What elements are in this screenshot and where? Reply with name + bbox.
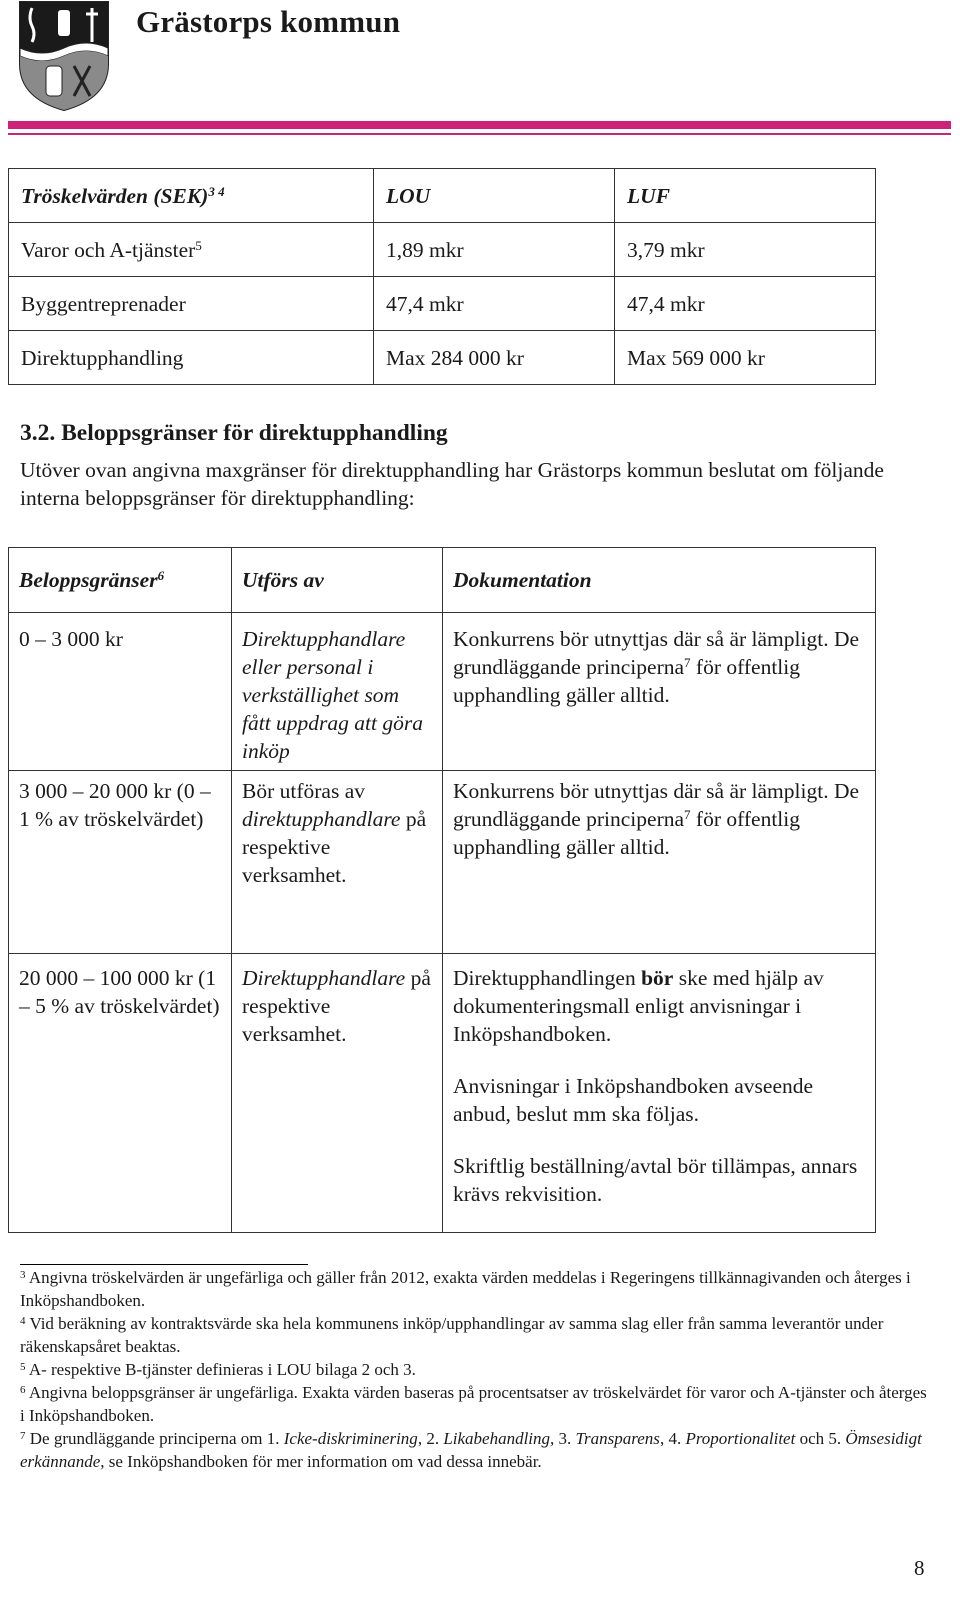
organization-name: Grästorps kommun [136,4,401,39]
header-rule-thick [8,121,951,129]
footnote: $^6$ Angivna beloppsgränser är ungefärliga. Exakta värden baseras på procentsatser av tröskelvärdet för varor och A-tjänster och återges i Inköpshandboken. [20,1383,927,1425]
row-label: Direktupphandling [9,331,374,385]
footnote: $^5$ A- respektive B-tjänster definieras i LOU bilaga 2 och 3. [20,1360,416,1379]
footnote: $^7$ De grundläggande principerna om 1. Icke-diskriminering, 2. Likabehandling, 3. Transparens, 4. Proportionalitet och 5. Ömsesidigt erkännande, se Inköpshandboken för mer information om vad dessa innebär. [20,1429,922,1471]
table-header-row [9,169,876,223]
table-row [9,223,876,277]
footnote: $^3$ Angivna tröskelvärden är ungefärliga och gäller från 2012, exakta värden meddelas i Regeringens tillkännagivanden och återges i Inköpshandboken. [20,1268,911,1310]
intro-paragraph: Utöver ovan angivna maxgränser för direktupphandling har Grästorps kommun beslutat om följande interna beloppsgränser för direktupphandling: [20,458,884,510]
lou-value: Max 284 000 kr [374,331,615,385]
grastorp-coat-of-arms-logo [16,0,112,112]
performed-by-cell: Direktupphandlare eller personal i verkställighet som fått uppdrag att göra inköp [232,613,443,771]
luf-value: Max 569 000 kr [615,331,876,385]
row-label: Byggentreprenader [9,277,374,331]
footnote: $^4$ Vid beräkning av kontraktsvärde ska hela kommunens inköp/upphandlingar av samma slag eller från samma leverantör under räkenskapsåret beaktas. [20,1314,884,1356]
documentation-cell: Konkurrens bör utnyttjas där så är lämpligt. De grundläggande principerna$^7$ för offentlig upphandling gäller alltid. [443,771,876,954]
table-header-row [9,548,876,613]
table-row [9,331,876,385]
lou-value: 1,89 mkr [374,223,615,277]
table-row [9,277,876,331]
amount-cell: 0 – 3 000 kr [9,613,232,771]
luf-value: 3,79 mkr [615,223,876,277]
column-header: LUF [615,169,876,223]
footnotes [20,1266,930,1473]
documentation-paragraph: Direktupphandlingen bör ske med hjälp av dokumenteringsmall enligt anvisningar i Inköpshandboken. [453,966,824,1046]
limits-table [8,547,876,1233]
column-header: LOU [374,169,615,223]
page-number: 8 [914,1556,925,1580]
documentation-cell [443,954,876,1233]
table-row [9,954,876,1233]
column-header: Tröskelvärden (SEK)$^{3 4}$ [9,169,374,223]
performed-by-cell: Direktupphandlare på respektive verksamhet. [232,954,443,1233]
thresholds-table [8,168,876,385]
column-header: Dokumentation [443,548,876,613]
footnote-separator [20,1264,308,1265]
section-heading: 3.2. Beloppsgränser för direktupphandling [20,420,448,446]
row-label: Varor och A-tjänster$^5$ [9,223,374,277]
table-row [9,771,876,954]
performed-by-cell: Bör utföras av direktupphandlare på respektive verksamhet. [232,771,443,954]
amount-cell: 20 000 – 100 000 kr (1 – 5 % av tröskelvärdet) [9,954,232,1233]
header-rule-thin [8,133,951,135]
column-header: Beloppsgränser$^6$ [9,548,232,613]
amount-cell: 3 000 – 20 000 kr (0 – 1 % av tröskelvärdet) [9,771,232,954]
lou-value: 47,4 mkr [374,277,615,331]
table-row [9,613,876,771]
documentation-cell: Konkurrens bör utnyttjas där så är lämpligt. De grundläggande principerna$^7$ för offentlig upphandling gäller alltid. [443,613,876,771]
documentation-paragraph: Skriftlig beställning/avtal bör tillämpas, annars krävs rekvisition. [453,1154,858,1206]
documentation-paragraph: Anvisningar i Inköpshandboken avseende anbud, beslut mm ska följas. [453,1074,814,1126]
column-header: Utförs av [232,548,443,613]
luf-value: 47,4 mkr [615,277,876,331]
